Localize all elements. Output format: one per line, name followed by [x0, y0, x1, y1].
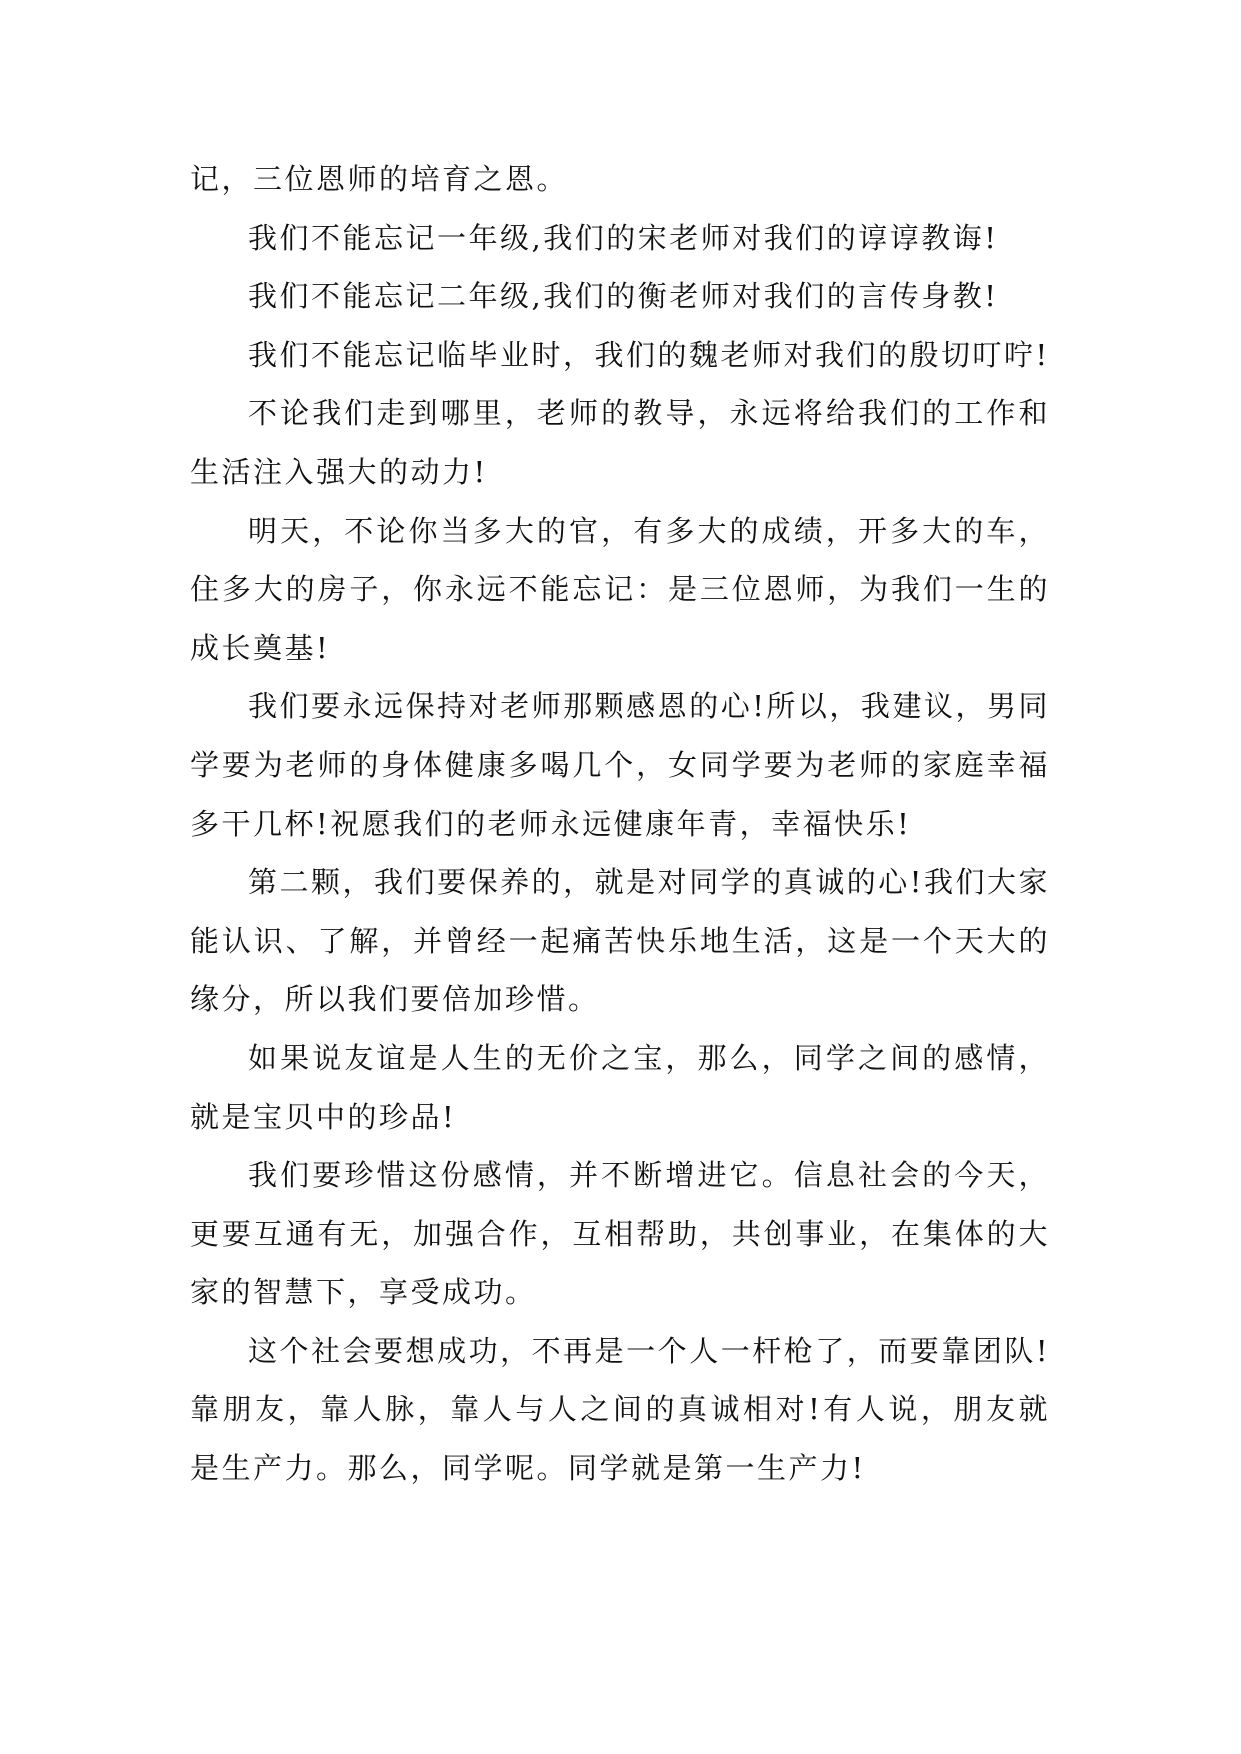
document-body — [190, 150, 1050, 1498]
paragraph: 我们不能忘记临毕业时，我们的魏老师对我们的殷切叮咛! — [248, 337, 1050, 372]
paragraph: 我们要永远保持对老师那颗感恩的心!所以，我建议，男同学要为老师的身体健康多喝几个，女同学要为老师的家庭幸福多干几杯!祝愿我们的老师永远健康年青，幸福快乐! — [190, 689, 1050, 841]
paragraph: 不论我们走到哪里，老师的教导，永远将给我们的工作和生活注入强大的动力! — [190, 396, 1050, 489]
paragraph: 明天，不论你当多大的官，有多大的成绩，开多大的车，住多大的房子，你永远不能忘记：是三位恩师，为我们一生的成长奠基! — [190, 513, 1050, 665]
paragraph: 第二颗，我们要保养的，就是对同学的真诚的心!我们大家能认识、了解，并曾经一起痛苦快乐地生活，这是一个天大的缘分，所以我们要倍加珍惜。 — [190, 865, 1050, 1017]
paragraph: 我们不能忘记一年级,我们的宋老师对我们的谆谆教诲! — [248, 220, 999, 255]
paragraph: 这个社会要想成功，不再是一个人一杆枪了，而要靠团队!靠朋友，靠人脉，靠人与人之间的真诚相对!有人说，朋友就是生产力。那么，同学呢。同学就是第一生产力! — [190, 1333, 1050, 1486]
paragraph: 我们要珍惜这份感情，并不断增进它。信息社会的今天，更要互通有无，加强合作，互相帮助，共创事业，在集体的大家的智慧下，享受成功。 — [190, 1158, 1050, 1310]
paragraph: 我们不能忘记二年级,我们的衡老师对我们的言传身教! — [248, 279, 999, 314]
paragraph: 如果说友谊是人生的无价之宝，那么，同学之间的感情，就是宝贝中的珍品! — [190, 1040, 1050, 1134]
paragraph: 记，三位恩师的培育之恩。 — [190, 162, 569, 196]
